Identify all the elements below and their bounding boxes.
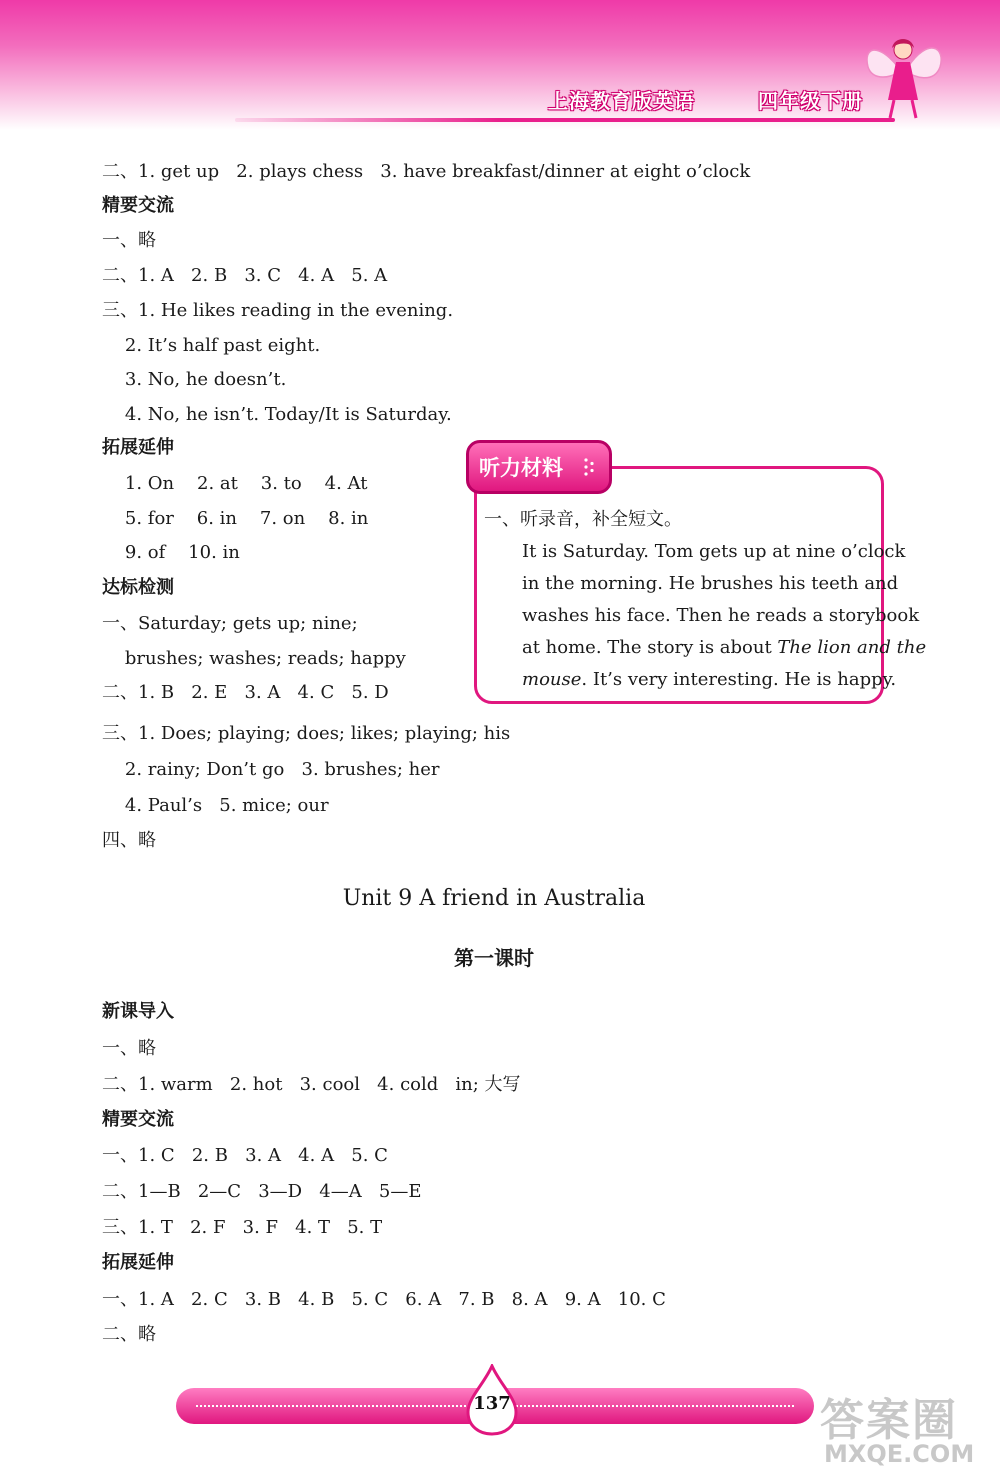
answer-line: 三、1. Does; playing; does; likes; playing; his <box>102 723 511 744</box>
answer-line: 二、1. A 2. B 3. C 4. A 5. A <box>102 265 388 286</box>
book-title: mouse <box>522 669 582 690</box>
answer-line: 一、略 <box>102 1038 156 1059</box>
listening-passage-line: in the morning. He brushes his teeth and <box>522 573 899 594</box>
listening-passage-text: at home. The story is about <box>522 637 778 658</box>
answer-line: 二、1. get up 2. plays chess 3. have breakfast/dinner at eight o’clock <box>102 161 751 182</box>
listening-instruction: 一、听录音，补全短文。 <box>484 509 682 530</box>
section-heading: 达标检测 <box>102 577 174 598</box>
answer-line: 3. No, he doesn’t. <box>102 369 287 390</box>
answer-line: 二、1. warm 2. hot 3. cool 4. cold in; 大写 <box>102 1074 521 1095</box>
lesson-title: 第一课时 <box>454 946 534 970</box>
fairy-icon <box>858 22 948 122</box>
answer-line: 一、1. A 2. C 3. B 4. B 5. C 6. A 7. B 8. A 9. A 10. C <box>102 1289 666 1310</box>
answer-line: 9. of 10. in <box>102 542 240 563</box>
answer-line: 二、1. B 2. E 3. A 4. C 5. D <box>102 682 389 703</box>
dots-icon <box>583 457 597 477</box>
answer-line: 2. It’s half past eight. <box>102 335 321 356</box>
listening-tab-label: 听力材料 <box>479 456 563 480</box>
section-heading: 精要交流 <box>102 1109 174 1130</box>
answer-line: 一、Saturday; gets up; nine; <box>102 613 358 634</box>
header-publisher: 上海教育版英语 <box>548 88 695 113</box>
section-heading: 拓展延伸 <box>102 437 174 458</box>
answer-line: 4. No, he isn’t. Today/It is Saturday. <box>102 404 452 425</box>
listening-passage-text: . It’s very interesting. He is happy. <box>581 669 897 690</box>
section-heading: 新课导入 <box>102 1001 174 1022</box>
listening-passage-line: washes his face. Then he reads a storybook <box>522 605 920 626</box>
listening-passage-line: It is Saturday. Tom gets up at nine o’clock <box>522 541 906 562</box>
header-grade: 四年级下册 <box>758 88 863 113</box>
answer-line: 二、略 <box>102 1324 156 1345</box>
listening-passage-line <box>522 668 896 692</box>
section-heading: 拓展延伸 <box>102 1252 174 1273</box>
answer-line: 5. for 6. in 7. on 8. in <box>102 508 369 529</box>
listening-passage-line <box>522 636 926 660</box>
answer-line: 一、1. C 2. B 3. A 4. A 5. C <box>102 1145 388 1166</box>
book-title: The lion and the <box>777 637 927 658</box>
answer-line: 一、略 <box>102 230 156 251</box>
watermark-text: 答案圈 <box>820 1395 958 1446</box>
answer-line: 三、1. T 2. F 3. F 4. T 5. T <box>102 1217 383 1238</box>
unit-title: Unit 9 A friend in Australia <box>342 886 646 911</box>
answer-line: brushes; washes; reads; happy <box>102 648 406 669</box>
answer-line: 二、1—B 2—C 3—D 4—A 5—E <box>102 1181 422 1202</box>
watermark-logo <box>820 1384 996 1470</box>
answer-line: 2. rainy; Don’t go 3. brushes; her <box>102 759 440 780</box>
listening-tab <box>466 440 612 494</box>
watermark-url: MXQE.COM <box>824 1440 975 1468</box>
answer-line: 四、略 <box>102 830 156 851</box>
answer-line: 4. Paul’s 5. mice; our <box>102 795 329 816</box>
header-rule <box>235 118 895 122</box>
section-heading: 精要交流 <box>102 195 174 216</box>
answer-line: 1. On 2. at 3. to 4. At <box>102 473 368 494</box>
answer-line: 三、1. He likes reading in the evening. <box>102 300 454 321</box>
header-title <box>548 82 863 116</box>
page-number: 137 <box>473 1393 511 1414</box>
